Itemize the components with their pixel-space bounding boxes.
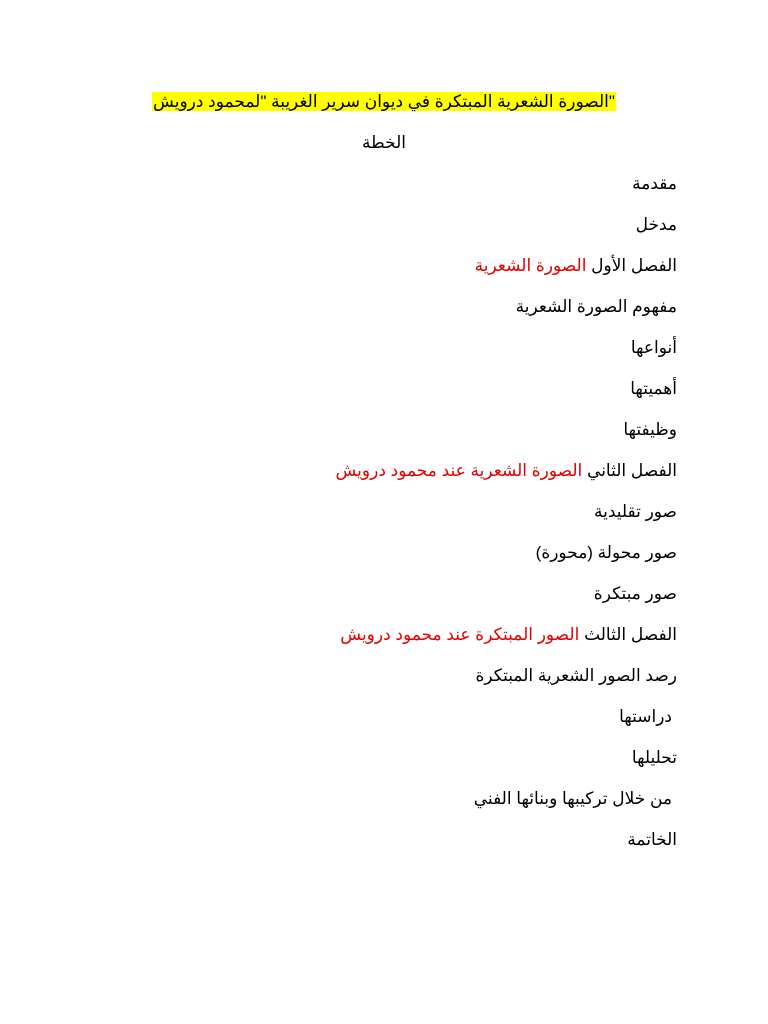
chapter-one-title: الصورة الشعرية: [474, 256, 587, 275]
chapter-two-label: الفصل الثاني: [587, 461, 677, 480]
chapter-one-label: الفصل الأول: [591, 256, 677, 275]
item-importance: أهميتها: [630, 379, 677, 398]
item-analysis: تحليلها: [631, 748, 677, 767]
item-function: وظيفتها: [623, 420, 677, 439]
chapter-two: [336, 459, 678, 483]
document-title: [0, 90, 768, 114]
chapter-one: [475, 254, 677, 278]
item-structure: من خلال تركيبها وبنائها الفني: [473, 789, 672, 808]
item-transformed-images: صور محولة (محورة): [535, 543, 677, 562]
chapter-three-label: الفصل الثالث: [584, 625, 677, 644]
chapter-three-title: الصور المبتكرة عند محمود درويش: [340, 625, 580, 644]
chapter-two-title: الصورة الشعرية عند محمود درويش: [335, 461, 583, 480]
item-monitoring: رصد الصور الشعرية المبتكرة: [475, 666, 677, 685]
item-concept: مفهوم الصورة الشعرية: [515, 297, 677, 316]
item-innovative-images: صور مبتكرة: [593, 584, 677, 603]
item-introduction: مقدمة: [632, 174, 677, 193]
item-entrance: مدخل: [635, 215, 677, 234]
title-highlight: "الصورة الشعرية المبتكرة في ديوان سرير الغريبة "لمحمود درويش: [153, 92, 615, 111]
item-study: دراستها: [619, 707, 672, 726]
chapter-three: [340, 623, 677, 647]
item-traditional-images: صور تقليدية: [593, 502, 677, 521]
item-conclusion: الخاتمة: [627, 830, 677, 849]
item-types: أنواعها: [630, 338, 677, 357]
plan-heading: الخطة: [362, 133, 406, 152]
